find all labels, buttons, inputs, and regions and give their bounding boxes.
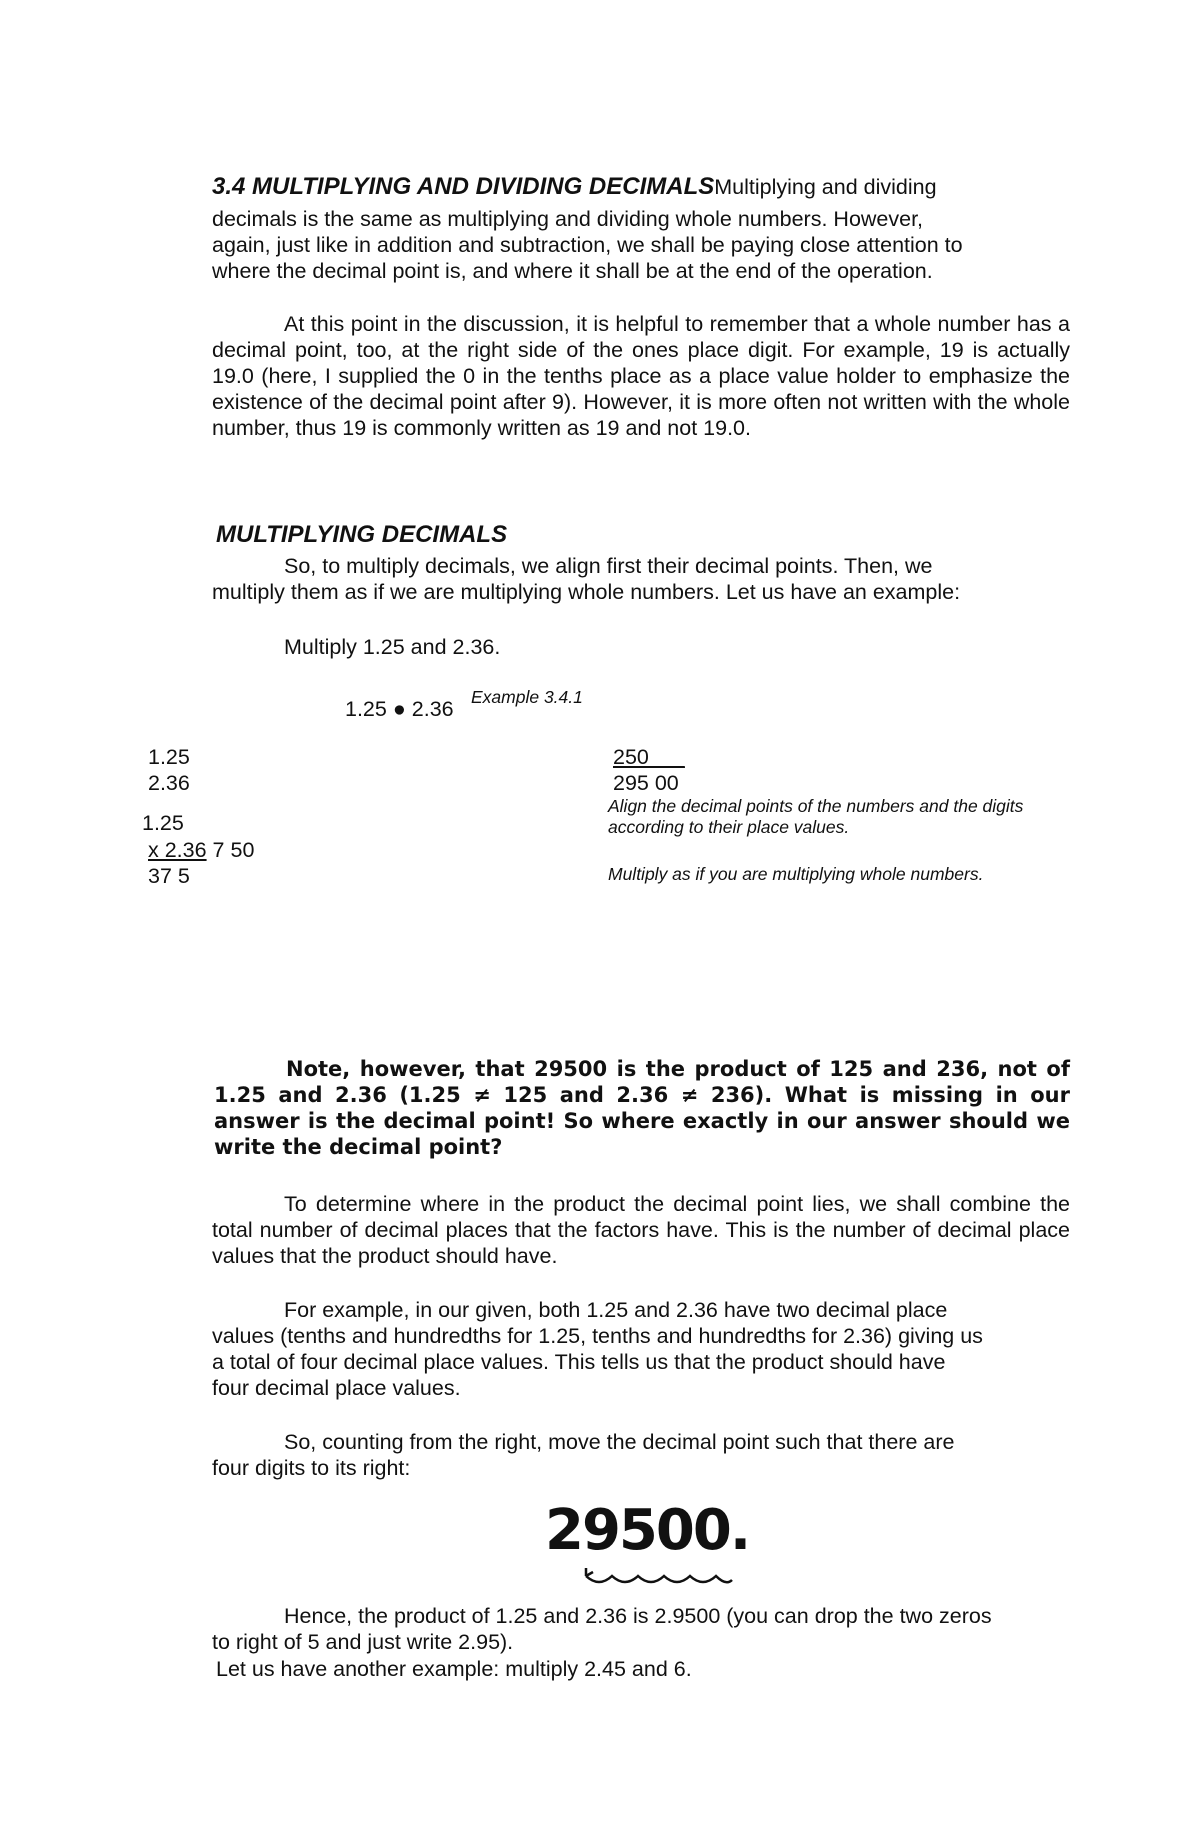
work-left-row-2: 2.36 xyxy=(148,771,190,795)
example-expression: 1.25 ● 2.36 xyxy=(345,697,454,721)
count-para-line-2: four digits to its right: xyxy=(212,1456,411,1480)
note-multiply: Multiply as if you are multiplying whole numbers. xyxy=(608,864,984,884)
section-title: 3.4 MULTIPLYING AND DIVIDING DECIMALS xyxy=(212,173,715,200)
work-left-row-3: 1.25 xyxy=(142,811,184,835)
intro-line-2: again, just like in addition and subtraction, we shall be paying close attention to xyxy=(212,233,963,257)
mult-intro-line-1: So, to multiply decimals, we align first their decimal points. Then, we xyxy=(284,554,933,578)
example-label: Example 3.4.1 xyxy=(471,687,583,707)
decimal-shift-arrows xyxy=(582,1560,742,1590)
intro-line-1: decimals is the same as multiplying and dividing whole numbers. However, xyxy=(212,207,924,231)
example-para-line-2: values (tenths and hundredths for 1.25, tenths and hundredths for 2.36) giving us xyxy=(212,1324,983,1348)
note-align: Align the decimal points of the numbers and the digits according to their place values. xyxy=(608,796,1024,837)
multiplying-heading: MULTIPLYING DECIMALS xyxy=(216,521,508,548)
heading-line xyxy=(212,173,937,201)
count-para-line-1: So, counting from the right, move the decimal point such that there are xyxy=(284,1430,955,1454)
partial-product-1: 7 50 xyxy=(206,838,255,862)
example-para-line-4: four decimal place values. xyxy=(212,1376,461,1400)
intro-line-3: where the decimal point is, and where it shall be at the end of the operation. xyxy=(212,259,933,283)
whole-number-paragraph: At this point in the discussion, it is helpful to remember that a whole number has a decimal point, too, at the right side of the ones place digit. For example, 19 is actually 19.0 (here, I supplied the 0 in the tenths place as a place value holder to emphasize the existence of the decimal point after 9). However, it is more often not written with the whole number, thus 19 is commonly written as 19 and not 19.0. xyxy=(212,312,1070,440)
note-bold-paragraph: Note, however, that 29500 is the product of 125 and 236, not of 1.25 and 2.36 (1.25 ≠ 125 and 2.36 ≠ 236). What is missing in our answer is the decimal point! So where exactly in our answer should we write the decimal point? xyxy=(214,1057,1070,1159)
example-para-line-1: For example, in our given, both 1.25 and 2.36 have two decimal place xyxy=(284,1298,948,1322)
example-para-line-3: a total of four decimal place values. This tells us that the product should have xyxy=(212,1350,946,1374)
multiplier-underlined: x 2.36 xyxy=(148,838,207,862)
mult-intro-line-2: multiply them as if we are multiplying whole numbers. Let us have an example: xyxy=(212,580,961,604)
section-lead: Multiplying and dividing xyxy=(714,175,937,199)
example-prompt: Multiply 1.25 and 2.36. xyxy=(284,635,501,659)
next-example-line: Let us have another example: multiply 2.45 and 6. xyxy=(216,1657,692,1681)
hence-line-2: to right of 5 and just write 2.95). xyxy=(212,1630,514,1654)
work-left-row-4 xyxy=(148,837,254,863)
determine-paragraph: To determine where in the product the decimal point lies, we shall combine the total number of decimal places that the factors have. This is the number of decimal place values that the product should have. xyxy=(212,1192,1070,1268)
product-figure: 29500. xyxy=(545,1498,750,1563)
work-right-row-1: 250___ xyxy=(613,745,685,769)
work-right-row-2: 295 00 xyxy=(613,771,679,795)
hence-line-1: Hence, the product of 1.25 and 2.36 is 2.9500 (you can drop the two zeros xyxy=(284,1604,992,1628)
work-left-row-1: 1.25 xyxy=(148,745,190,769)
work-left-row-5: 37 5 xyxy=(148,864,190,888)
